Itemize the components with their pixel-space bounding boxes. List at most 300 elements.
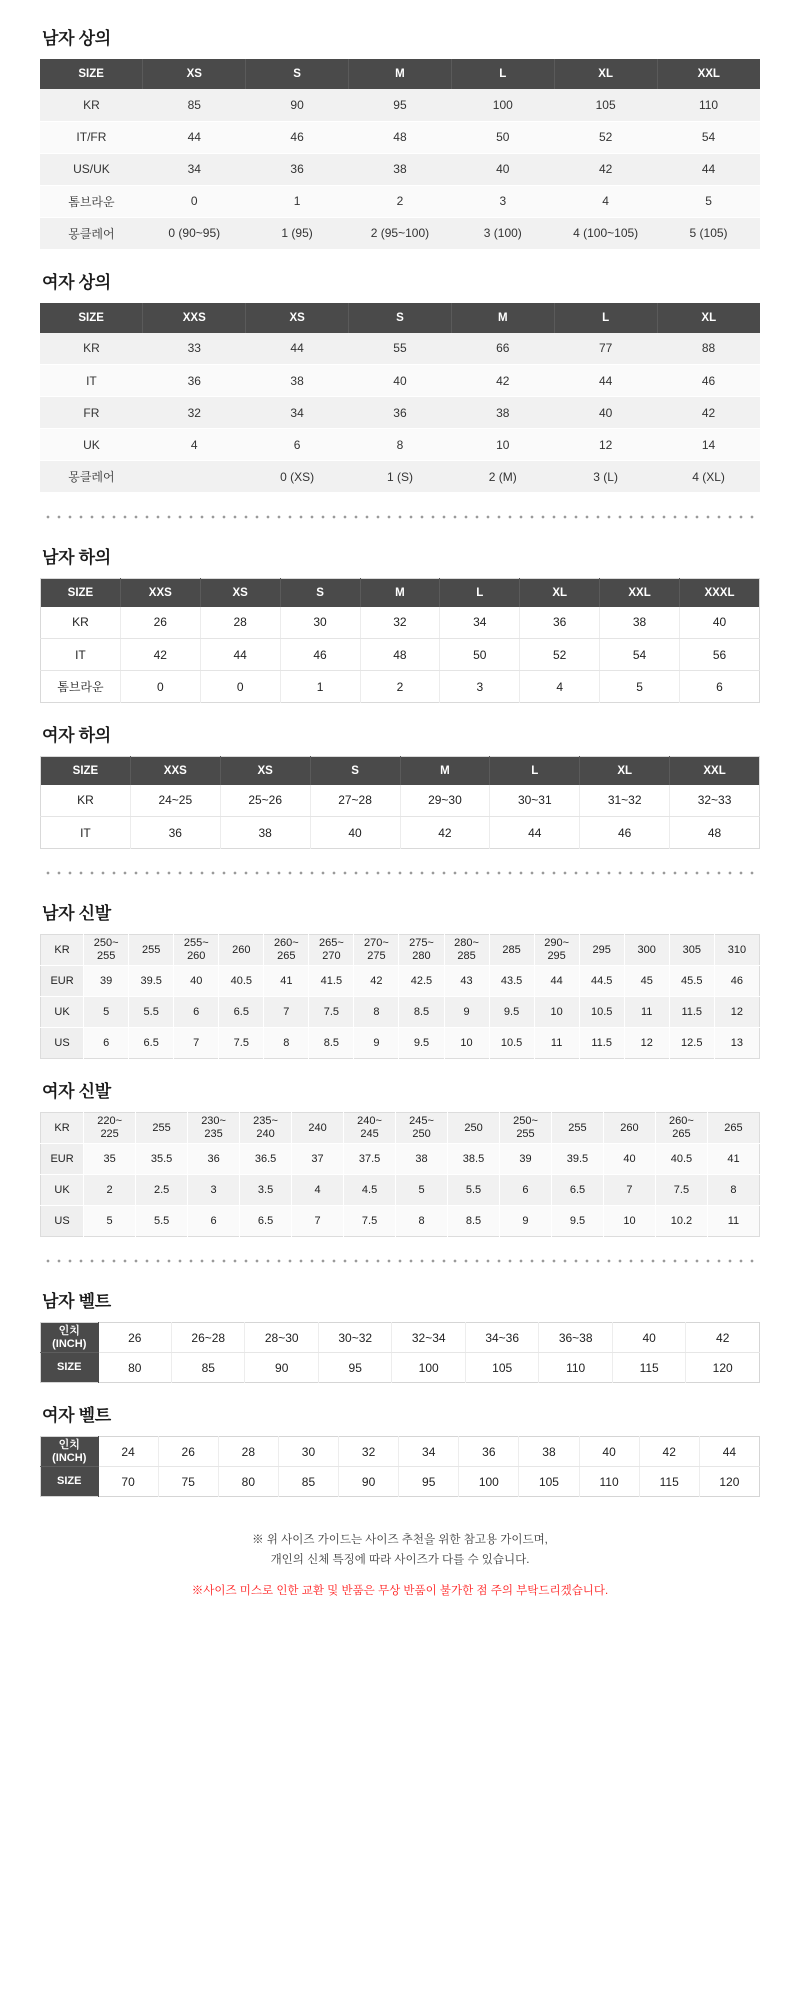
table-cell: 265 [707,1113,759,1144]
table-cell: 42 [657,397,760,429]
section-title-women-top: 여자 상의 [42,272,111,292]
table-cell: 250~ 255 [500,1113,552,1144]
table-cell: 80 [98,1353,171,1383]
table-cell: 4 [292,1175,344,1206]
table-cell: 32 [143,397,246,429]
table-cell [143,461,246,493]
row-header: 톰브라운 [40,185,143,217]
table-cell: 54 [657,121,760,153]
column-header: S [349,303,452,333]
footer-note-line-2: 개인의 신체 특징에 따라 사이즈가 다를 수 있습니다. [270,1553,530,1566]
table-cell: 8 [264,1028,309,1059]
row-header: 인치 (INCH) [41,1323,99,1353]
table-cell: 34 [246,397,349,429]
section-men-shoes [40,899,760,1059]
section-women-shoes [40,1077,760,1237]
table-row [40,121,760,153]
table-cell: 3.5 [240,1175,292,1206]
table-cell: 3 [188,1175,240,1206]
table-cell: 34 [440,607,520,639]
table-cell: 66 [451,333,554,365]
table-row [41,1467,760,1497]
table-cell: 1 (S) [349,461,452,493]
table-cell: 32~34 [392,1323,465,1353]
table-cell: 100 [451,89,554,121]
table-women-shoes [40,1112,760,1237]
row-header: KR [41,785,131,817]
table-cell: 42 [120,639,200,671]
table-cell: 4 [520,671,600,703]
table-cell: 85 [143,89,246,121]
column-header: S [310,757,400,785]
table-cell: 34 [399,1437,459,1467]
table-row [41,607,760,639]
column-header: M [451,303,554,333]
table-cell: 36 [246,153,349,185]
table-cell: 9 [354,1028,399,1059]
table-row [41,1175,760,1206]
table-cell: 39.5 [551,1144,603,1175]
table-cell: 30~32 [318,1323,391,1353]
table-cell: 6 [246,429,349,461]
table-cell: 9.5 [489,997,534,1028]
section-men-top [40,24,760,250]
table-cell: 43 [444,966,489,997]
table-cell: 38 [519,1437,579,1467]
table-cell: 115 [639,1467,699,1497]
table-cell: 6 [500,1175,552,1206]
table-cell: 6 [84,1028,129,1059]
table-cell: 40 [603,1144,655,1175]
table-cell: 270~ 275 [354,935,399,966]
section-title-women-shoes: 여자 신발 [42,1082,111,1101]
table-cell: 46 [580,817,670,849]
table-men-top [40,59,760,250]
table-cell: 265~ 270 [309,935,354,966]
table-cell: 290~ 295 [534,935,579,966]
table-cell: 8 [354,997,399,1028]
table-cell: 41.5 [309,966,354,997]
column-header: M [349,59,452,89]
row-header: 몽클레어 [40,461,143,493]
column-header: SIZE [40,59,143,89]
table-cell: 105 [519,1467,579,1497]
section-title-men-bottom: 남자 하의 [42,548,111,567]
table-cell: 77 [554,333,657,365]
row-header: IT [40,365,143,397]
table-cell: 2 [349,185,452,217]
table-cell: 29~30 [400,785,490,817]
table-cell: 0 (90~95) [143,217,246,249]
table-cell: 7.5 [655,1175,707,1206]
table-cell: 40 [174,966,219,997]
table-cell: 44 [246,333,349,365]
section-women-belt [40,1401,760,1497]
section-title-women-belt: 여자 벨트 [42,1406,111,1425]
table-row [40,461,760,493]
table-cell: 43.5 [489,966,534,997]
table-cell: 12 [624,1028,669,1059]
table-cell: 8 [349,429,452,461]
column-header: XL [580,757,670,785]
table-cell: 44 [699,1437,759,1467]
table-men-shoes [40,934,760,1059]
table-cell: 6 [188,1206,240,1237]
column-header: XXS [120,579,200,607]
table-cell: 70 [98,1467,158,1497]
column-header: XXS [130,757,220,785]
table-cell: 5 [657,185,760,217]
table-header-row [41,579,760,607]
table-cell: 5.5 [136,1206,188,1237]
table-cell: 32 [360,607,440,639]
table-cell: 55 [349,333,452,365]
table-row [41,671,760,703]
table-cell: 9.5 [551,1206,603,1237]
section-title-men-shoes: 남자 신발 [42,904,111,923]
table-cell: 7 [264,997,309,1028]
table-cell: 36~38 [539,1323,612,1353]
table-cell: 75 [158,1467,218,1497]
table-cell: 38 [600,607,680,639]
table-row [41,1353,760,1383]
footer-notes [40,1531,760,1602]
column-header: SIZE [41,579,121,607]
table-cell: 48 [670,817,760,849]
table-cell: 34~36 [465,1323,538,1353]
table-row [41,1113,760,1144]
table-cell: 44.5 [579,966,624,997]
table-cell: 44 [200,639,280,671]
table-cell: 275~ 280 [399,935,444,966]
table-row [40,89,760,121]
table-cell: 11 [707,1206,759,1237]
table-cell: 33 [143,333,246,365]
table-cell: 13 [714,1028,759,1059]
table-cell: 105 [554,89,657,121]
table-cell: 48 [360,639,440,671]
table-cell: 220~ 225 [84,1113,136,1144]
table-cell: 45 [624,966,669,997]
table-cell: 6 [174,997,219,1028]
table-cell: 5.5 [129,997,174,1028]
table-cell: 14 [657,429,760,461]
table-cell: 280~ 285 [444,935,489,966]
dotted-divider [40,871,760,875]
table-cell: 11 [624,997,669,1028]
size-guide-sections [40,24,760,1497]
table-cell: 26 [98,1323,171,1353]
table-cell: 7.5 [309,997,354,1028]
table-cell: 38.5 [448,1144,500,1175]
row-header: SIZE [41,1467,99,1497]
row-header: IT/FR [40,121,143,153]
table-cell: 7.5 [219,1028,264,1059]
table-cell: 7.5 [344,1206,396,1237]
table-cell: 26~28 [172,1323,245,1353]
table-cell: 50 [451,121,554,153]
table-cell: 32 [339,1437,399,1467]
table-cell: 235~ 240 [240,1113,292,1144]
row-header: KR [41,1113,84,1144]
row-header: UK [40,429,143,461]
table-cell: 40 [451,153,554,185]
table-cell: 5 [84,1206,136,1237]
column-header: L [490,757,580,785]
table-cell: 28 [218,1437,278,1467]
column-header: XL [520,579,600,607]
table-cell: 28 [200,607,280,639]
table-cell: 2 (95~100) [349,217,452,249]
column-header: L [440,579,520,607]
table-cell: 7 [174,1028,219,1059]
table-cell: 38 [396,1144,448,1175]
row-header: US [41,1028,84,1059]
row-header: KR [41,607,121,639]
row-header: EUR [41,966,84,997]
table-cell: 24~25 [130,785,220,817]
table-cell: 52 [520,639,600,671]
table-cell: 250~ 255 [84,935,129,966]
table-cell: 0 [120,671,200,703]
table-cell: 24 [98,1437,158,1467]
table-cell: 100 [459,1467,519,1497]
column-header: L [451,59,554,89]
row-header: US [41,1206,84,1237]
table-cell: 9 [500,1206,552,1237]
table-cell: 105 [465,1353,538,1383]
table-cell: 300 [624,935,669,966]
table-cell: 260 [219,935,264,966]
table-header-row [40,59,760,89]
table-row [41,966,760,997]
table-cell: 295 [579,935,624,966]
section-title-men-top: 남자 상의 [42,29,111,48]
table-cell: 36 [188,1144,240,1175]
table-cell: 42 [639,1437,699,1467]
table-cell: 30 [278,1437,338,1467]
table-women-belt [40,1436,760,1497]
table-cell: 44 [554,365,657,397]
table-cell: 10 [534,997,579,1028]
table-cell: 11 [534,1028,579,1059]
section-men-belt [40,1287,760,1383]
column-header: XS [200,579,280,607]
table-cell: 31~32 [580,785,670,817]
table-cell: 260~ 265 [655,1113,707,1144]
table-women-top [40,303,760,494]
table-cell: 4 (XL) [657,461,760,493]
table-cell: 41 [264,966,309,997]
table-cell: 35.5 [136,1144,188,1175]
table-cell: 2 (M) [451,461,554,493]
table-cell: 44 [657,153,760,185]
table-cell: 10.5 [489,1028,534,1059]
table-cell: 260~ 265 [264,935,309,966]
table-cell: 100 [392,1353,465,1383]
table-cell: 90 [246,89,349,121]
table-cell: 48 [349,121,452,153]
table-cell: 5 [600,671,680,703]
table-cell: 26 [158,1437,218,1467]
table-cell: 40 [612,1323,685,1353]
table-men-belt [40,1322,760,1383]
table-cell: 95 [318,1353,391,1383]
column-header: XS [220,757,310,785]
table-cell: 4.5 [344,1175,396,1206]
table-cell: 2.5 [136,1175,188,1206]
table-cell: 40 [680,607,760,639]
table-cell: 35 [84,1144,136,1175]
table-cell: 7 [603,1175,655,1206]
table-cell: 1 [280,671,360,703]
table-row [41,785,760,817]
column-header: XXL [670,757,760,785]
table-cell: 7 [292,1206,344,1237]
table-cell: 40.5 [219,966,264,997]
table-cell: 42 [686,1323,760,1353]
table-cell: 0 [200,671,280,703]
column-header: M [400,757,490,785]
table-cell: 9 [444,997,489,1028]
table-cell: 37 [292,1144,344,1175]
table-cell: 34 [143,153,246,185]
row-header: SIZE [41,1353,99,1383]
table-men-bottom [40,578,760,703]
table-cell: 46 [246,121,349,153]
table-cell: 88 [657,333,760,365]
row-header: EUR [41,1144,84,1175]
table-cell: 230~ 235 [188,1113,240,1144]
table-cell: 90 [245,1353,318,1383]
table-cell: 30~31 [490,785,580,817]
table-row [41,1437,760,1467]
table-cell: 38 [451,397,554,429]
dotted-divider [40,1259,760,1263]
table-cell: 285 [489,935,534,966]
table-cell: 5 [396,1175,448,1206]
row-header: 몽클레어 [40,217,143,249]
table-cell: 42 [554,153,657,185]
table-cell: 110 [539,1353,612,1383]
column-header: XS [143,59,246,89]
table-row [41,1323,760,1353]
table-cell: 85 [278,1467,338,1497]
row-header: 톰브라운 [41,671,121,703]
column-header: XXXL [680,579,760,607]
column-header: XXS [143,303,246,333]
table-cell: 10.5 [579,997,624,1028]
table-cell: 12 [554,429,657,461]
table-cell: 27~28 [310,785,400,817]
table-cell: 5.5 [448,1175,500,1206]
table-cell: 1 (95) [246,217,349,249]
table-cell: 3 [451,185,554,217]
table-cell: 110 [657,89,760,121]
table-cell: 40 [349,365,452,397]
table-cell: 38 [220,817,310,849]
table-cell: 3 [440,671,520,703]
table-cell: 42 [354,966,399,997]
table-cell: 12.5 [669,1028,714,1059]
row-header: IT [41,639,121,671]
table-cell: 255 [136,1113,188,1144]
table-cell: 45.5 [669,966,714,997]
column-header: XXL [600,579,680,607]
table-cell: 255~ 260 [174,935,219,966]
table-cell: 10 [451,429,554,461]
table-cell: 11.5 [579,1028,624,1059]
column-header: S [280,579,360,607]
table-cell: 36 [459,1437,519,1467]
table-women-bottom [40,756,760,849]
column-header: XXL [657,59,760,89]
column-header: XS [246,303,349,333]
table-cell: 37.5 [344,1144,396,1175]
table-row [40,429,760,461]
table-cell: 10.2 [655,1206,707,1237]
table-cell: 40 [554,397,657,429]
table-cell: 6.5 [219,997,264,1028]
table-cell: 6.5 [551,1175,603,1206]
section-men-bottom [40,543,760,703]
table-cell: 39 [84,966,129,997]
table-cell: 4 (100~105) [554,217,657,249]
table-cell: 5 (105) [657,217,760,249]
row-header: FR [40,397,143,429]
table-cell: 2 [84,1175,136,1206]
table-cell: 95 [399,1467,459,1497]
table-row [40,217,760,249]
table-cell: 80 [218,1467,278,1497]
section-title-men-belt: 남자 벨트 [42,1292,111,1311]
row-header: UK [41,997,84,1028]
table-cell: 26 [120,607,200,639]
footer-warning: ※사이즈 미스로 인한 교환 및 반품은 무상 반품이 불가한 점 주의 부탁드리겠습니다. [191,1585,609,1598]
table-cell: 4 [143,429,246,461]
table-cell: 38 [246,365,349,397]
column-header: XL [554,59,657,89]
table-cell: 0 (XS) [246,461,349,493]
table-cell: 42.5 [399,966,444,997]
table-cell: 40.5 [655,1144,707,1175]
table-cell: 40 [579,1437,639,1467]
table-header-row [40,303,760,333]
table-cell: 32~33 [670,785,760,817]
table-cell: 6.5 [129,1028,174,1059]
row-header: 인치 (INCH) [41,1437,99,1467]
row-header: IT [41,817,131,849]
column-header: S [246,59,349,89]
table-cell: 90 [339,1467,399,1497]
table-cell: 44 [143,121,246,153]
table-cell: 41 [707,1144,759,1175]
dotted-divider [40,515,760,519]
column-header: SIZE [40,303,143,333]
row-header: UK [41,1175,84,1206]
table-cell: 5 [84,997,129,1028]
table-cell: 6.5 [240,1206,292,1237]
table-cell: 120 [699,1467,759,1497]
column-header: SIZE [41,757,131,785]
table-cell: 25~26 [220,785,310,817]
table-cell: 46 [714,966,759,997]
table-cell: 40 [310,817,400,849]
table-row [40,397,760,429]
table-cell: 44 [534,966,579,997]
table-cell: 245~ 250 [396,1113,448,1144]
table-cell: 28~30 [245,1323,318,1353]
